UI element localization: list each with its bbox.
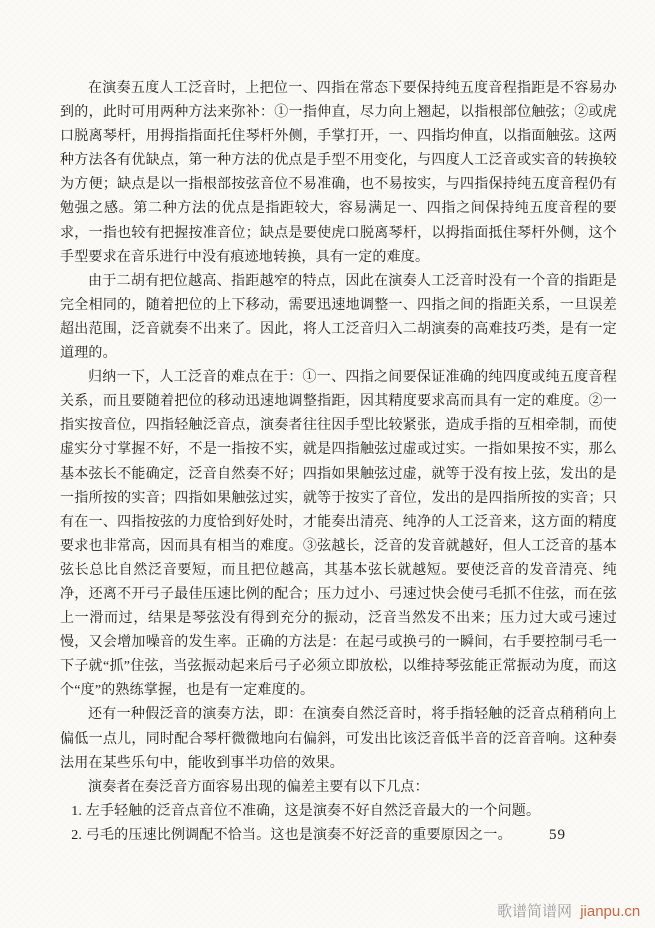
list-item-1: 1. 左手轻触的泛音点音位不准确，这是演奏不好自然泛音最大的一个问题。 bbox=[71, 803, 541, 819]
watermark-site-name: 歌谱简谱网 bbox=[497, 903, 573, 920]
paragraph-five-degree-artificial-harmonics: 在演奏五度人工泛音时，上把位一、四指在常态下要保持纯五度音程指距是不容易办到的，此时可用两种方法来弥补：①一指伸直，尽力向上翘起，以指根部位触弦；②或虎口脱离琴杆，用拇指指面托住琴杆外侧，手掌打开，一、四指均伸直，以指面触弦。这两种方法各有优缺点，第一种方法的优点是手型不用变化，与四度人工泛音或实音的转换较为方便；缺点是以一指根部按弦音位不易准确，也不易按实，与四指保持纯五度音程仍有勉强之感。第二种方法的优点是指距较大，容易满足一、四指之间保持纯五度音程的要求，一指也较有把握按准音位；缺点是要使虎口脱离琴杆，以拇指面抵住琴杆外侧，这个手型要求在音乐进行中没有痕迹地转换，具有一定的难度。 bbox=[60, 81, 617, 265]
page-text-block bbox=[60, 77, 617, 848]
list-item-2: 2. 弓毛的压速比例调配不恰当。这也是演奏不好泛音的重要原因之一。 bbox=[71, 827, 512, 843]
paragraph-finger-distance: 由于二胡有把位越高、指距越窄的特点，因此在演奏人工泛音时没有一个音的指距是完全相同的，随着把位的上下移动，需要迅速地调整一、四指之间的指距关系，一旦误差超出范围，泛音就奏不出来了。因此，将人工泛音归入二胡演奏的高难技巧类，是有一定道理的。 bbox=[60, 273, 617, 362]
paragraph-difficulty-summary: 归纳一下，人工泛音的难点在于：①一、四指之间要保证准确的纯四度或纯五度音程关系，而且要随着把位的移动迅速地调整指距，因其精度要求高而具有一定的难度。②一指实按音位，四指轻触泛音点，演奏者往往因手型比较紧张，造成手指的互相牵制，而使虚实分寸掌握不好，不是一指按不实，就是四指触弦过虚或过实。一指如果按不实，那么基本弦长不能确定，泛音自然奏不好；四指如果触弦过虚，就等于没有按上弦，发出的是一指所按的实音；四指如果触弦过实，就等于按实了音位，发出的是四指所按的实音；只有在一、四指按弦的力度恰到好处时，才能奏出清亮、纯净的人工泛音来，这方面的精度要求也非常高，因而具有相当的难度。③弦越长，泛音的发音就越好，但人工泛音的基本弦长总比自然泛音要短，而且把位越高，其基本弦长就越短。要使泛音的发音清亮、纯净，还离不开弓子最佳压速比例的配合；压力过小、弓速过快会使弓毛抓不住弦，而在弦上一滑而过，结果是琴弦没有得到充分的振动，泛音当然发不出来；压力过大或弓速过慢，又会增加噪音的发生率。正确的方法是：在起弓或换弓的一瞬间，右手要控制弓毛一下子就“抓”住弦，当弦振动起来后弓子必须立即放松，以维持琴弦能正常振动为度，而这个“度”的熟练掌握，也是有一定难度的。 bbox=[60, 370, 617, 699]
paragraph-false-harmonics: 还有一种假泛音的演奏方法，即：在演奏自然泛音时，将手指轻触的泛音点稍稍向上偏低一点儿，同时配合琴杆微微地向右偏斜，可发出比该泛音低半音的泛音音响。这种奏法用在某些乐句中，能收到事半功倍的效果。 bbox=[60, 707, 617, 771]
watermark-site-url: jianpu.cn bbox=[580, 903, 641, 920]
watermark bbox=[497, 900, 640, 921]
paragraph-common-errors-intro: 演奏者在奏泛音方面容易出现的偏差主要有以下几点： bbox=[88, 779, 429, 795]
page-number: 59 bbox=[549, 827, 566, 843]
